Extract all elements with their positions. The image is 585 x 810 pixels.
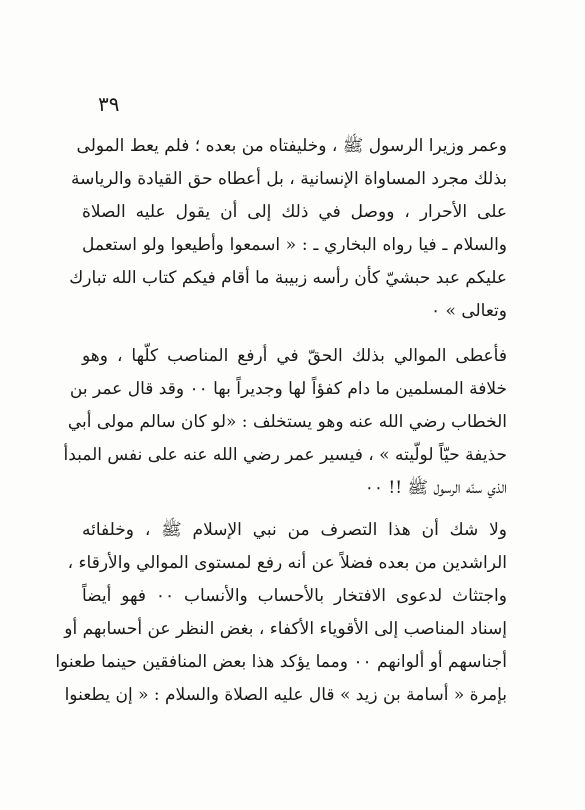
page-number: ٣٩ <box>98 92 120 116</box>
paragraph-2 <box>63 340 507 505</box>
text-line: والسلام ـ فيا رواه البخاري ـ : « اسمعوا وأطيعوا ولو استعمل <box>82 235 507 255</box>
text-line: الخطاب رضي الله عنه وهو يستخلف : «لو كان سالم مولى أبي <box>67 412 507 432</box>
text-line: الذي سنّه الرسول ﷺ !! ٠٠ <box>364 478 507 498</box>
text-line: وتعالى » ٠ <box>430 301 507 321</box>
text-line: واجتثاث لدعوى الافتخار بالأحساب والأنساب ٠٠ فهو أيضاً <box>82 586 507 606</box>
text-line: على الأحرار ، ووصل في ذلك إلى أن يقول عليه الصلاة <box>82 202 507 222</box>
text-line: فأعطى الموالي بذلك الحقّ في أرفع المناصب كلّها ، وهو <box>82 346 507 366</box>
text-line: وعمر وزيرا الرسول ﷺ ، وخليفتاه من بعده ؛ فلم يعط المولى <box>76 136 507 156</box>
text-line: أجناسهم أو ألوانهم ٠٠ ومما يؤكد هذا بعض المنافقين حينما طعنوا <box>55 652 507 672</box>
text-line: عليكم عبد حبشيّ كأن رأسه زبيبة ما أقام فيكم كتاب الله تبارك <box>69 268 507 288</box>
text-line: ولا شك أن هذا التصرف من نبي الإسلام ﷺ ، وخلفائه <box>82 520 507 540</box>
text-line: حذيفة حيّاً لولّيته » ، فيسير عمر رضي الله عنه على نفس المبدأ <box>63 445 507 465</box>
text-line: خلافة المسلمين ما دام كفؤاً لها وجديراً بها ٠٠ وقد قال عمر بن <box>69 379 507 399</box>
text-line: الراشدين من بعده فضلاً عن أنه رفع لمستوى الموالي والأرقاء ، <box>67 553 507 573</box>
text-line: إسناد المناصب إلى الأقوياء الأكفاء ، بغض النظر عن أحسابهم أو <box>64 619 507 639</box>
text-line: بذلك مجرد المساواة الإنسانية ، بل أعطاه حق القيادة والرياسة <box>71 169 507 189</box>
text-line: بإمرة « أسامة بن زيد » قال عليه الصلاة والسلام : « إن يطعنوا <box>64 685 507 705</box>
paragraph-1 <box>69 130 507 328</box>
paragraph-3 <box>55 514 507 712</box>
